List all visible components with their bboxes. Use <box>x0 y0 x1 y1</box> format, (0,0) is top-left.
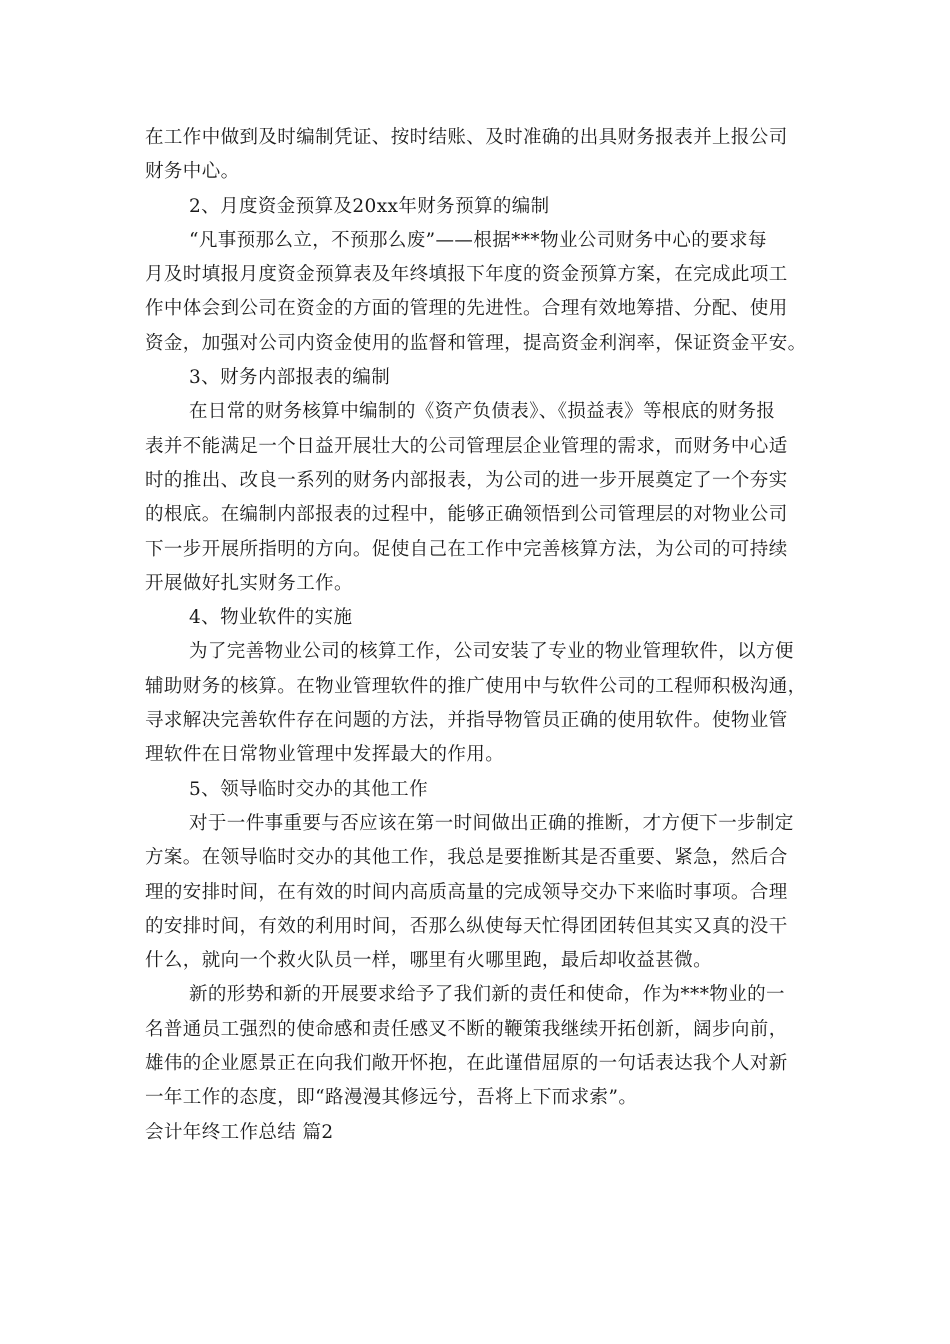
text-line: 月及时填报月度资金预算表及年终填报下年度的资金预算方案，在完成此项工 <box>145 264 788 286</box>
text-line: 作中体会到公司在资金的方面的管理的先进性。合理有效地筹措、分配、使用 <box>145 298 788 320</box>
text-line: “凡事预那么立，不预那么废”——根据***物业公司财务中心的要求每 <box>189 229 767 251</box>
text-line: 辅助财务的核算。在物业管理软件的推广使用中与软件公司的工程师积极沟通， <box>145 675 807 697</box>
text-line: 理软件在日常物业管理中发挥最大的作用。 <box>145 744 505 766</box>
text-line: 什么，就向一个救火队员一样，哪里有火哪里跑，最后却收益甚微。 <box>145 950 713 972</box>
text-line: 寻求解决完善软件存在问题的方法，并指导物管员正确的使用软件。使物业管 <box>145 710 788 732</box>
text-line: 在工作中做到及时编制凭证、按时结账、及时准确的出具财务报表并上报公司 <box>145 127 788 148</box>
text-line: 对于一件事重要与否应该在第一时间做出正确的推断，才方便下一步制定 <box>189 812 794 834</box>
text-line: 财务中心。 <box>145 161 240 183</box>
document-body <box>145 121 817 1150</box>
text-line: 资金，加强对公司内资金使用的监督和管理，提高资金利润率，保证资金平安。 <box>145 332 807 354</box>
text-line: 在日常的财务核算中编制的《资产负债表》、《损益表》等根底的财务报 <box>189 401 776 423</box>
text-line: 3、财务内部报表的编制 <box>189 367 391 389</box>
text-line: 表并不能满足一个日益开展壮大的公司管理层企业管理的需求，而财务中心适 <box>145 435 788 457</box>
text-line: 2、月度资金预算及20xx年财务预算的编制 <box>189 195 550 217</box>
text-line: 的根底。在编制内部报表的过程中，能够正确领悟到公司管理层的对物业公司 <box>145 504 788 526</box>
text-line: 一年工作的态度，即“路漫漫其修远兮，吾将上下而求索”。 <box>145 1087 638 1109</box>
text-line: 会计年终工作总结 篇2 <box>145 1121 334 1143</box>
text-line: 为了完善物业公司的核算工作，公司安装了专业的物业管理软件，以方便 <box>189 641 794 663</box>
text-line: 的安排时间，有效的利用时间，否那么纵使每天忙得团团转但其实又真的没干 <box>145 915 788 937</box>
text-line: 方案。在领导临时交办的其他工作，我总是要推断其是否重要、紧急，然后合 <box>145 847 788 869</box>
text-line: 下一步开展所指明的方向。促使自己在工作中完善核算方法，为公司的可持续 <box>145 538 788 560</box>
text-line: 雄伟的企业愿景正在向我们敞开怀抱，在此谨借屈原的一句话表达我个人对新 <box>145 1053 788 1075</box>
text-line: 5、领导临时交办的其他工作 <box>189 778 428 800</box>
text-line: 时的推出、改良一系列的财务内部报表，为公司的进一步开展奠定了一个夯实 <box>145 469 788 491</box>
text-line: 开展做好扎实财务工作。 <box>145 572 353 594</box>
text-line: 4、物业软件的实施 <box>189 607 353 629</box>
text-line: 名普通员工强烈的使命感和责任感叉不断的鞭策我继续开拓创新，阔步向前， <box>145 1018 788 1040</box>
text-line: 理的安排时间，在有效的时间内高质高量的完成领导交办下来临时事项。合理 <box>145 881 788 903</box>
text-line: 新的形势和新的开展要求给予了我们新的责任和使命，作为***物业的一 <box>189 984 785 1006</box>
